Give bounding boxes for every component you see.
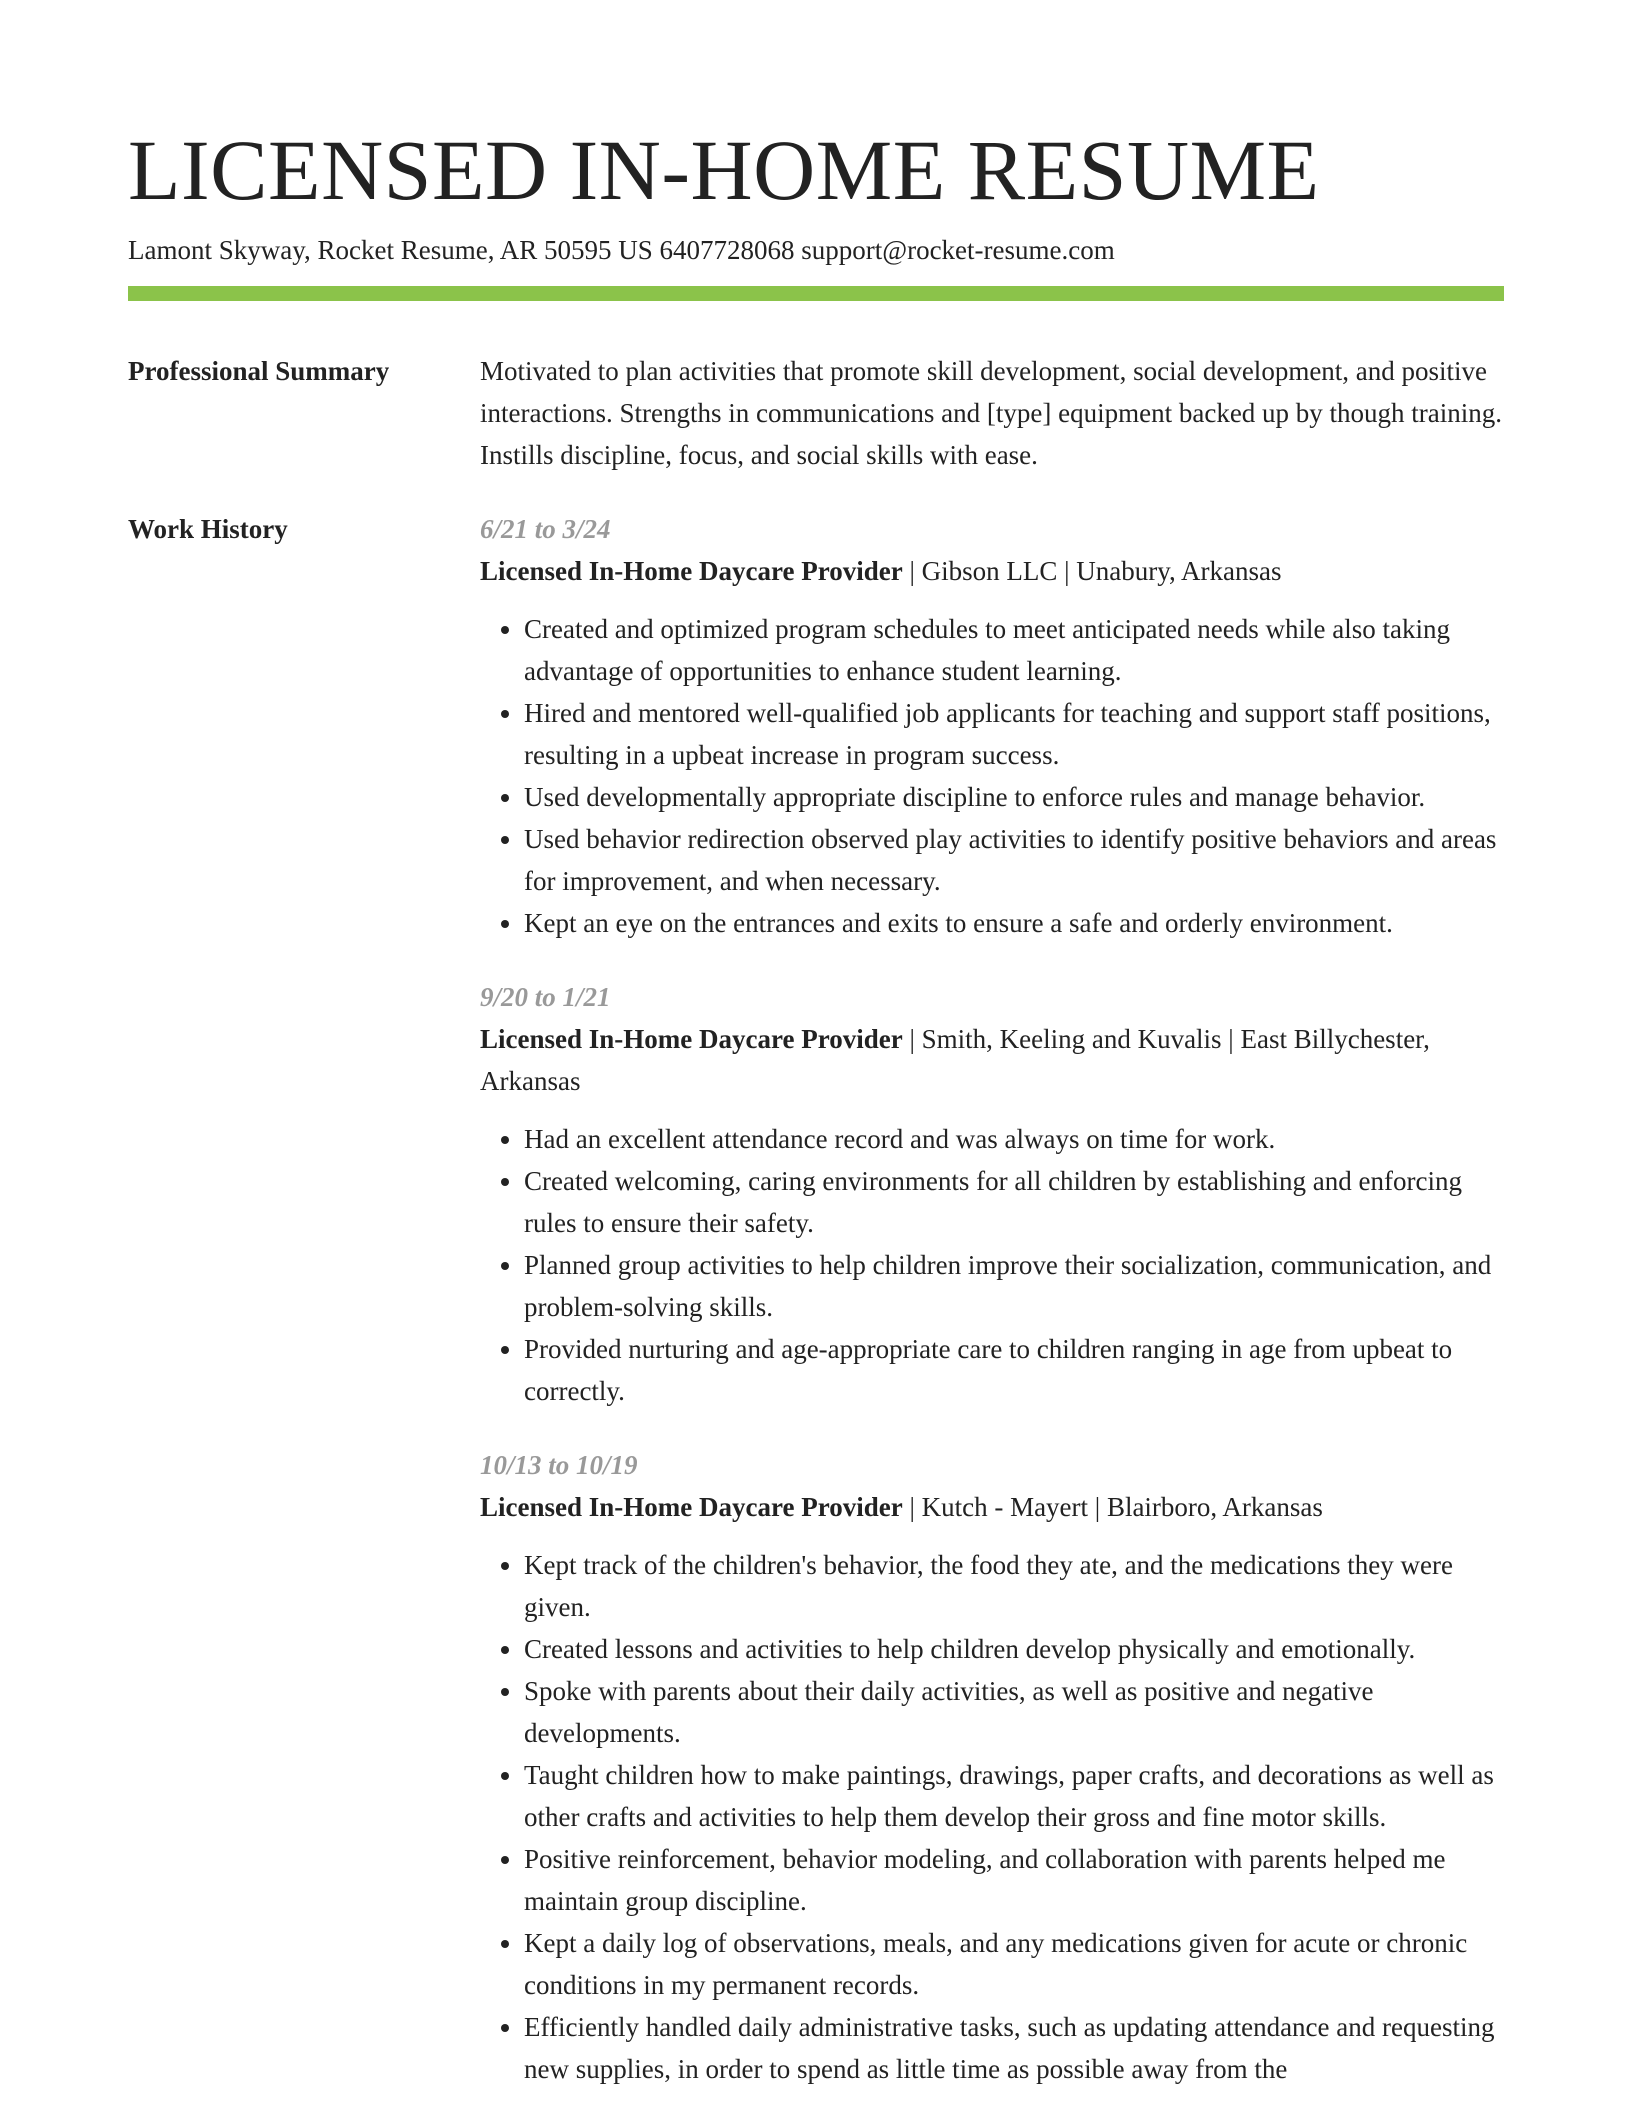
job-bullet-list xyxy=(480,1118,1504,1412)
job-entry xyxy=(480,508,1504,944)
header-accent-divider xyxy=(128,286,1504,301)
summary-text: Motivated to plan activities that promote skill development, social development, and positive interactions. Strengths in communications and [type] equipment backed up by though training. Instills discipline, focus, and social skills with ease. xyxy=(480,356,1503,470)
job-bullet: • Created lessons and activities to help children develop physically and emotionally. xyxy=(524,1628,1504,1670)
job-employer-location: | Gibson LLC | Unabury, Arkansas xyxy=(902,556,1282,586)
work-history-section xyxy=(128,508,1504,2090)
professional-summary-section xyxy=(128,350,1504,476)
job-bullet: • Kept a daily log of observations, meals, and any medications given for acute or chronic conditions in my permanent records. xyxy=(524,1922,1504,2006)
job-bullet-list xyxy=(480,608,1504,944)
job-heading xyxy=(480,550,1504,592)
job-bullet: • Planned group activities to help children improve their socialization, communication, and problem-solving skills. xyxy=(524,1244,1504,1328)
job-bullet: • Created welcoming, caring environments for all children by establishing and enforcing rules to ensure their safety. xyxy=(524,1160,1504,1244)
job-employer-location: | Kutch - Mayert | Blairboro, Arkansas xyxy=(902,1492,1323,1522)
job-heading xyxy=(480,1018,1504,1102)
resume-content xyxy=(128,350,1504,2090)
contact-line: Lamont Skyway, Rocket Resume, AR 50595 US 6407728068 support@rocket-resume.com xyxy=(128,235,1115,265)
job-bullet: • Used behavior redirection observed play activities to identify positive behaviors and areas for improvement, and when necessary. xyxy=(524,818,1504,902)
job-bullet: • Efficiently handled daily administrative tasks, such as updating attendance and requesting new supplies, in order to spend as little time as possible away from the xyxy=(524,2006,1504,2090)
professional-summary-body xyxy=(480,350,1504,476)
work-history-body xyxy=(480,508,1504,2090)
job-bullet: • Hired and mentored well-qualified job applicants for teaching and support staff positions, resulting in a upbeat increase in program success. xyxy=(524,692,1504,776)
job-bullet: • Had an excellent attendance record and was always on time for work. xyxy=(524,1118,1504,1160)
job-bullet: • Taught children how to make paintings, drawings, paper crafts, and decorations as well as other crafts and activities to help them develop their gross and fine motor skills. xyxy=(524,1754,1504,1838)
section-label-work-history: Work History xyxy=(128,514,288,544)
resume-title: LICENSED IN-HOME RESUME xyxy=(128,122,1320,218)
job-bullet: • Positive reinforcement, behavior modeling, and collaboration with parents helped me maintain group discipline. xyxy=(524,1838,1504,1922)
job-employer-location: | Smith, Keeling and Kuvalis | East Billychester, Arkansas xyxy=(480,1024,1430,1096)
job-dates: 10/13 to 10/19 xyxy=(480,1450,638,1480)
job-entry xyxy=(480,1444,1504,2090)
job-bullet: • Kept track of the children's behavior, the food they ate, and the medications they were given. xyxy=(524,1544,1504,1628)
job-bullet: • Created and optimized program schedules to meet anticipated needs while also taking advantage of opportunities to enhance student learning. xyxy=(524,608,1504,692)
job-bullet: • Used developmentally appropriate discipline to enforce rules and manage behavior. xyxy=(524,776,1504,818)
job-bullet-list xyxy=(480,1544,1504,2090)
job-entry xyxy=(480,976,1504,1412)
job-title: Licensed In-Home Daycare Provider xyxy=(480,556,903,586)
job-dates: 9/20 to 1/21 xyxy=(480,982,611,1012)
section-label-professional-summary: Professional Summary xyxy=(128,356,390,386)
job-dates: 6/21 to 3/24 xyxy=(480,514,611,544)
job-heading xyxy=(480,1486,1504,1528)
job-bullet: • Spoke with parents about their daily activities, as well as positive and negative developments. xyxy=(524,1670,1504,1754)
job-bullet: • Provided nurturing and age-appropriate care to children ranging in age from upbeat to correctly. xyxy=(524,1328,1504,1412)
job-title: Licensed In-Home Daycare Provider xyxy=(480,1024,903,1054)
job-bullet: • Kept an eye on the entrances and exits to ensure a safe and orderly environment. xyxy=(524,902,1504,944)
job-title: Licensed In-Home Daycare Provider xyxy=(480,1492,903,1522)
